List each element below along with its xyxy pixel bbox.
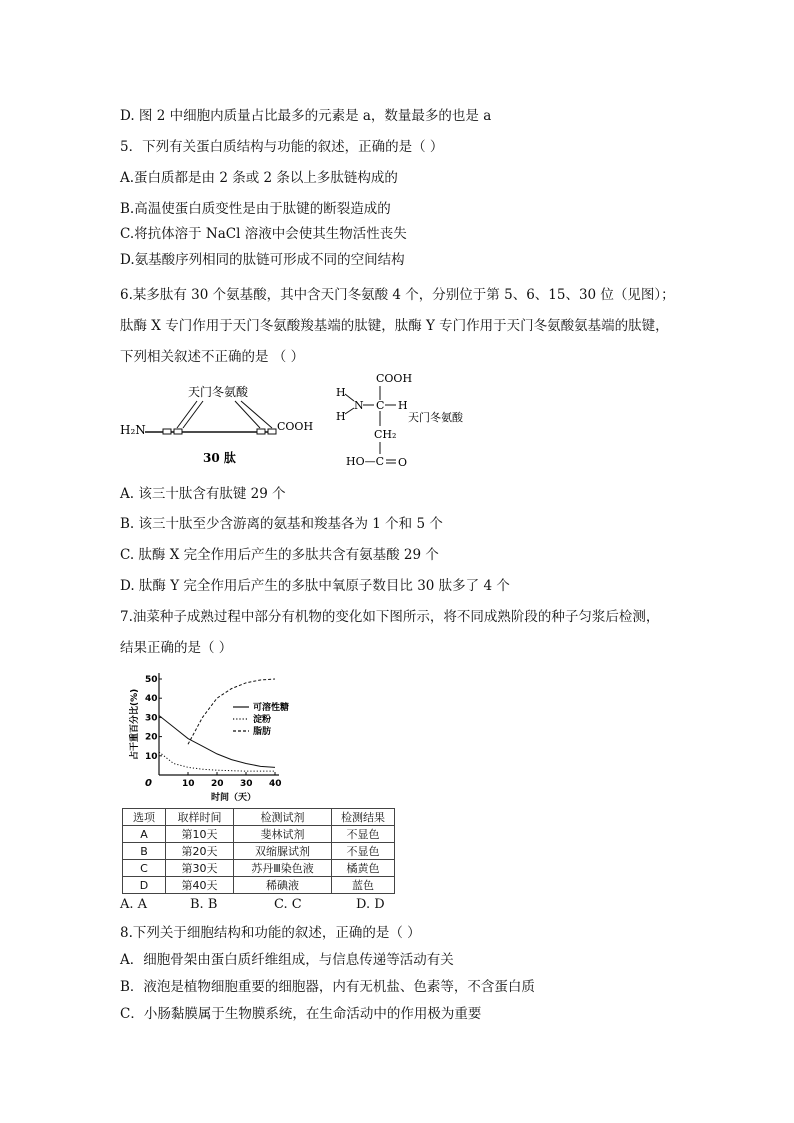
chart-xlabel: 时间（天） [211,793,257,803]
table-row [123,860,395,877]
aspartate-label: 天门冬氨酸 [188,385,249,399]
header-sample-time: 取样时间 [166,809,234,826]
table-cell: 第40天 [166,877,234,894]
q6-option-d: D. 肽酶 Y 完全作用后产生的多肽中氧原子数目比 30 肽多了 4 个 [120,578,510,594]
struct-c: C [376,399,385,412]
peptide-chain-diagram [115,378,325,470]
y-tick-label: 10 [145,751,158,762]
y-tick-label: 30 [145,713,158,724]
table-cell: 第30天 [166,860,234,877]
detection-results-table [122,808,395,894]
table-cell: 斐林试剂 [234,826,332,843]
q6-stem-line2: 肽酶 X 专门作用于天门冬氨酸羧基端的肽键，肽酶 Y 专门作用于天门冬氨酸氨基端的肽键， [120,318,669,334]
x-tick-label: 0 [145,778,152,789]
table-cell: 苏丹Ⅲ染色液 [234,860,332,877]
residue-5 [163,429,171,434]
q5-option-d: D.氨基酸序列相同的肽链可形成不同的空间结构 [120,252,405,268]
q8-stem: 8.下列关于细胞结构和功能的叙述，正确的是（ ） [120,925,421,941]
q7-stem-line2: 结果正确的是（ ） [120,640,233,656]
q6-stem-line1: 6.某多肽有 30 个氨基酸，其中含天门冬氨酸 4 个，分别位于第 5、6、15、30 位（见图）； [120,287,675,303]
table-cell: 不显色 [332,826,395,843]
table-row [123,877,395,894]
table-cell: 橘黄色 [332,860,395,877]
y-tick-label: 50 [145,675,158,685]
legend-label: 可溶性糖 [253,703,290,713]
header-result: 检测结果 [332,809,395,826]
table-cell: 稀碘液 [234,877,332,894]
struct-ch2: CH₂ [374,428,397,441]
q5-option-a: A.蛋白质都是由 2 条或 2 条以上多肽链构成的 [120,170,398,186]
table-cell: 双缩脲试剂 [234,843,332,860]
struct-h-top: H [336,386,346,399]
residue-6 [174,429,182,434]
q7-option-b: B. B [190,897,218,912]
q8-option-c: C．小肠黏膜属于生物膜系统，在生命活动中的作用极为重要 [120,1006,482,1022]
legend-label: 脂肪 [253,727,272,737]
q6-stem-line3: 下列相关叙述不正确的是 （ ） [120,349,305,365]
table-cell: 第10天 [166,826,234,843]
x-tick-label: 10 [182,779,195,789]
q7-stem-line1: 7.油菜种子成熟过程中部分有机物的变化如下图所示，将不同成熟阶段的种子匀浆后检测， [120,609,660,625]
table-cell: 不显色 [332,843,395,860]
struct-h-bottom: H [336,410,346,423]
table-cell: 蓝色 [332,877,395,894]
struct-name: 天门冬氨酸 [408,411,463,424]
struct-n: N [354,399,364,412]
chart-ylabel: 占干重百分比(%) [130,688,140,760]
q5-stem: 5．下列有关蛋白质结构与功能的叙述，正确的是（ ） [120,139,444,155]
residue-30 [268,429,276,434]
y-tick-label: 40 [145,694,158,705]
peptide-caption: 30 肽 [203,451,236,465]
q8-option-b: B．液泡是植物细胞重要的细胞器，内有无机盐、色素等，不含蛋白质 [120,979,535,995]
table-cell: A [123,826,166,843]
legend-label: 淀粉 [253,715,272,725]
struct-hoc: HO—C [346,455,385,468]
q6-option-c: C. 肽酶 X 完全作用后产生的多肽共含有氨基酸 29 个 [120,547,439,563]
y-tick-label: 20 [145,732,158,743]
series-line-淀粉 [159,752,275,771]
residue-15 [257,429,265,434]
table-cell: B [123,843,166,860]
header-reagent: 检测试剂 [234,809,332,826]
aspartate-structure-diagram [330,368,480,472]
x-tick-label: 40 [269,779,282,789]
table-row [123,826,395,843]
table-cell: D [123,877,166,894]
q6-option-b: B. 该三十肽至少含游离的氨基和羧基各为 1 个和 5 个 [120,516,443,532]
table-cell: 第20天 [166,843,234,860]
q7-option-a: A. A [120,897,148,912]
table-cell: C [123,860,166,877]
struct-o: O [398,456,408,469]
q7-option-d: D. D [356,897,385,912]
organic-matter-chart [115,665,315,805]
amino-terminus-label: H₂N [120,423,146,437]
table-row [123,843,395,860]
x-tick-label: 20 [211,779,224,789]
carboxyl-terminus-label: COOH [277,420,314,433]
q4-option-d: D. 图 2 中细胞内质量占比最多的元素是 a，数量最多的也是 a [120,108,492,124]
q7-option-c: C. C [274,897,302,912]
struct-h-right: H [398,399,408,412]
pointer-line [177,401,197,428]
table-header-row [123,809,395,826]
struct-cooh: COOH [376,372,413,385]
pointer-line [183,401,203,428]
header-option: 选项 [123,809,166,826]
q6-option-a: A. 该三十肽含有肽键 29 个 [120,486,286,502]
q8-option-a: A．细胞骨架由蛋白质纤维组成，与信息传递等活动有关 [120,952,454,968]
x-tick-label: 30 [240,779,253,789]
q5-option-c: C.将抗体溶于 NaCl 溶液中会使其生物活性丧失 [120,226,407,242]
q5-option-b: B.高温使蛋白质变性是由于肽键的断裂造成的 [120,201,391,217]
